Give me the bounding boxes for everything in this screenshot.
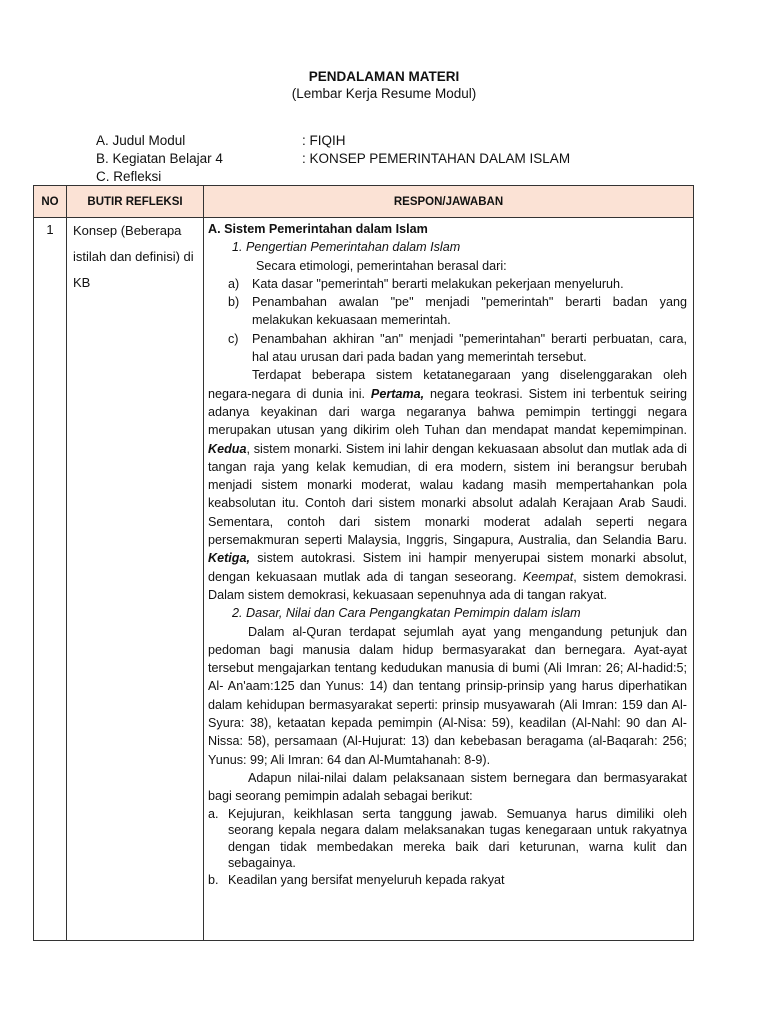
list-marker: a) xyxy=(228,276,240,291)
table-row xyxy=(34,218,694,941)
meta-label: B. Kegiatan Belajar 4 xyxy=(96,151,223,166)
keyword-emphasis: Pertama, xyxy=(370,386,425,401)
list-marker: b. xyxy=(208,872,219,887)
header-no: NO xyxy=(34,186,67,218)
list-item xyxy=(208,330,687,367)
section-heading: A. Sistem Pemerintahan dalam Islam xyxy=(208,222,428,236)
list-item xyxy=(208,806,687,872)
list-item-text: Kata dasar "pemerintah" berarti melakukan pekerjaan menyeluruh. xyxy=(252,276,624,291)
meta-value: : KONSEP PEMERINTAHAN DALAM ISLAM xyxy=(302,151,571,166)
subsection-heading: 2. Dasar, Nilai dan Cara Pengangkatan Pemimpin dalam islam xyxy=(232,606,581,621)
text-run: sistem autokrasi. Sistem ini hampir menyerupai sistem monarki absolut, dengan kekuasaan mutlak ada di tangan seseorang. xyxy=(208,551,687,584)
meta-value: : FIQIH xyxy=(302,133,346,148)
page-title: PENDALAMAN MATERI xyxy=(308,69,460,84)
values-list xyxy=(208,806,687,889)
page-subtitle: (Lembar Kerja Resume Modul) xyxy=(291,86,477,101)
subsection-heading: 1. Pengertian Pemerintahan dalam Islam xyxy=(232,240,461,255)
intro-text: Secara etimologi, pemerintahan berasal dari: xyxy=(256,258,507,273)
meta-label: A. Judul Modul xyxy=(96,133,186,148)
text-run: negara teokrasi. Sistem ini terbentuk seiring adanya keyakinan dari warga negaranya bahwa pemimpin tertinggi negara merupakan utusan yang dikirim oleh Tuhan dan mendapat mandat kepemimpinan. xyxy=(208,386,687,438)
respon-cell xyxy=(204,218,694,941)
keyword-emphasis: Ketiga, xyxy=(208,551,250,566)
row-number xyxy=(34,218,67,941)
list-item-text: Kejujuran, keikhlasan serta tanggung jawab. Semuanya harus dimiliki oleh seorang kepala negara dalam melaksanakan tugas kenegaraan untuk rakyatnya dengan tidak membedakan mereka baik dari keturunan, warna kulit dan sebagainya. xyxy=(228,806,687,870)
list-item-text: Penambahan awalan "pe" menjadi "pemerintah" berarti badan yang melakukan kekuasaan memerintah. xyxy=(252,295,687,328)
list-item xyxy=(208,293,687,330)
butir-cell xyxy=(67,218,204,941)
header-respon-jawaban: RESPON/JAWABAN xyxy=(204,186,694,218)
list-marker: a. xyxy=(208,806,219,821)
list-marker: c) xyxy=(228,331,239,346)
row-number-text: 1 xyxy=(46,222,54,237)
list-item-text: Penambahan akhiran "an" menjadi "pemerintahan" berarti perbuatan, cara, hal atau urusan dari pada badan yang memerintah tersebut. xyxy=(252,331,687,365)
keyword-emphasis: Kedua xyxy=(208,441,247,456)
paragraph-nilai-nilai: Adapun nilai-nilai dalam pelaksanaan sistem bernegara dan bermasyarakat bagi seorang pemimpin adalah sebagai berikut: xyxy=(208,770,687,804)
text-run: Terdapat beberapa sistem ketatanegaraan yang diselenggarakan oleh negara-negara di dunia ini. xyxy=(208,368,687,401)
paragraph-sistem-ketatanegaraan xyxy=(208,366,687,604)
list-marker: b) xyxy=(228,295,240,310)
meta-label: C. Refleksi xyxy=(96,169,162,184)
keyword-emphasis: Keempat xyxy=(522,569,574,584)
text-run: , sistem demokrasi. Dalam sistem demokrasi, kekuasaan sepenuhnya ada di tangan rakyat. xyxy=(208,569,687,602)
text-run: , sistem monarki. Sistem ini lahir dengan kekuasaan absolut dan mutlak ada di tangan raja yang kelak kemudian, di era modern, sistem ini berangsur berubah menjadi sistem monarki moderat, walau kadang masih mempertahankan pola keabsolutan itu. Contoh dari sistem monarki absolut adalah Kerajaan Arab Saudi. Sementara, contoh dari sistem monarki moderat adalah seperti negara persemakmuran seperti Malaysia, Inggris, Singapura, Australia, dan Selandia Baru. xyxy=(208,441,687,548)
table-header-row xyxy=(34,186,694,218)
list-item xyxy=(208,275,687,293)
paragraph-al-quran: Dalam al-Quran terdapat sejumlah ayat yang mengandung petunjuk dan pedoman bagi manusia dalam hidup bermasyarakat dan bernegara. Ayat-ayat tersebut mengajarkan tentang kedudukan manusia di bumi (Ali Imran: 26; Al-hadid:5; Al- An'aam:125 dan Yunus: 14) dan tentang prinsip-prinsip yang harus diperhatikan dalam kehidupan bermasyarakat seperti: prinsip musyawarah (Ali Imran: 159 dan Al-Syura: 38), ketaatan kepada pemimpin (Al-Nisa: 59), keadilan (Al-Nahl: 90 dan Al-Nissa: 58), persamaan (Al-Hujurat: 13) dan kebebasan beragama (al-Baqarah: 256; Yunus: 99; Ali Imran: 64 dan Al-Mumtahanah: 8-9). xyxy=(208,624,687,767)
list-item-text: Keadilan yang bersifat menyeluruh kepada rakyat xyxy=(228,872,505,887)
etymology-list xyxy=(208,275,687,366)
list-item xyxy=(208,872,687,889)
refleksi-table xyxy=(33,185,694,941)
butir-text: Konsep (Beberapa istilah dan definisi) di KB xyxy=(73,223,194,290)
header-butir-refleksi: BUTIR REFLEKSI xyxy=(67,186,204,218)
